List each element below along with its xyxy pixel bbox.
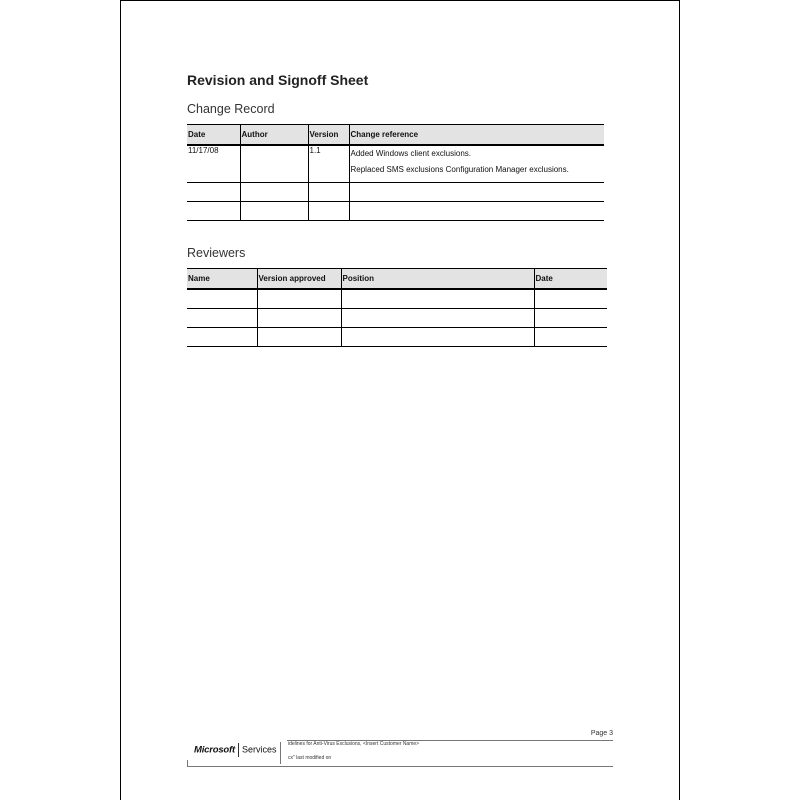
document-page: [120, 0, 680, 800]
cell-empty: [240, 183, 308, 202]
column-header-author: Author: [240, 125, 308, 146]
column-header-version-approved: Version approved: [257, 269, 341, 290]
column-header-name: Name: [187, 269, 257, 290]
footer-last-modified: cx" last modified on: [288, 755, 332, 761]
table-row: [187, 309, 607, 328]
cell-empty: [534, 309, 607, 328]
change-record-table: [187, 124, 604, 221]
cell-empty: [534, 289, 607, 309]
page-title: Revision and Signoff Sheet: [187, 72, 369, 88]
change-line: Added Windows client exclusions.: [350, 149, 472, 158]
table-header-row: [187, 125, 604, 146]
logo-brand: Microsoft: [194, 744, 235, 756]
table-header-row: [187, 269, 607, 290]
reviewers-heading: Reviewers: [187, 246, 246, 260]
cell-empty: [308, 183, 349, 202]
table-row: [187, 289, 607, 309]
cell-empty: [534, 328, 607, 347]
microsoft-services-logo: [194, 743, 276, 757]
cell-empty: [187, 328, 257, 347]
cell-empty: [257, 328, 341, 347]
cell-change-reference: [349, 145, 604, 183]
column-header-date: Date: [534, 269, 607, 290]
cell-empty: [240, 202, 308, 221]
cell-empty: [257, 309, 341, 328]
cell-empty: [308, 202, 349, 221]
logo-separator: [238, 743, 239, 757]
footer-divider: [187, 766, 613, 767]
footer-vertical-divider: [280, 742, 281, 764]
cell-empty: [349, 183, 604, 202]
cell-empty: [187, 309, 257, 328]
page-number: Page 3: [590, 730, 613, 737]
cell-empty: [349, 202, 604, 221]
table-row: [187, 183, 604, 202]
footer-document-title: idelines for Anti-Virus Exclusions, <Insert Customer Name>: [288, 741, 420, 747]
column-header-version: Version: [308, 125, 349, 146]
cell-empty: [341, 309, 534, 328]
cell-author: [240, 145, 308, 183]
table-row: [187, 328, 607, 347]
change-line: Replaced SMS exclusions Configuration Manager exclusions.: [350, 165, 569, 174]
table-row: [187, 202, 604, 221]
page-footer: [187, 728, 613, 768]
reviewers-table: [187, 268, 607, 347]
column-header-position: Position: [341, 269, 534, 290]
cell-empty: [187, 202, 240, 221]
column-header-change-reference: Change reference: [349, 125, 604, 146]
cell-empty: [341, 328, 534, 347]
cell-date: 11/17/08: [187, 145, 240, 183]
table-row: [187, 145, 604, 183]
column-header-date: Date: [187, 125, 240, 146]
cell-version: 1.1: [308, 145, 349, 183]
cell-empty: [341, 289, 534, 309]
logo-suffix: Services: [241, 744, 277, 755]
cell-empty: [187, 289, 257, 309]
cell-empty: [187, 183, 240, 202]
cell-empty: [257, 289, 341, 309]
change-record-heading: Change Record: [187, 102, 275, 116]
